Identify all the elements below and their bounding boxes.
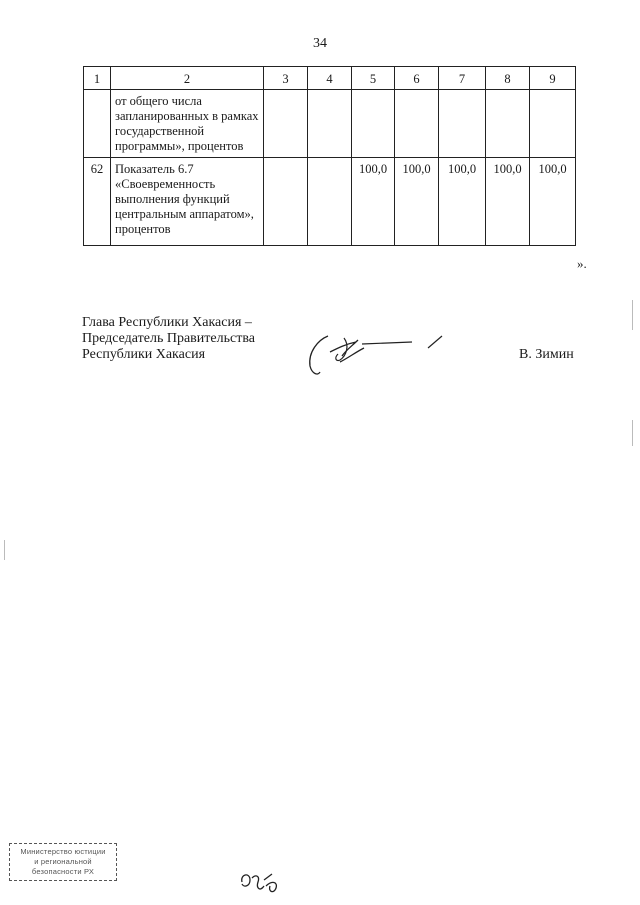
header-cell: 2 [111, 67, 264, 90]
value-cell [308, 158, 352, 246]
signatory-line: Председатель Правительства [82, 331, 255, 346]
scan-edge-mark [632, 300, 633, 330]
signatory-title [82, 315, 255, 363]
value-cell [264, 158, 308, 246]
stamp-line: Министерство юстиции [20, 847, 106, 856]
value-cell: 100,0 [486, 158, 530, 246]
registration-stamp [9, 843, 117, 881]
value-cell [530, 90, 576, 158]
header-cell: 9 [530, 67, 576, 90]
signatory-name: В. Зимин [519, 347, 574, 362]
scan-edge-mark [632, 420, 633, 446]
value-cell: 100,0 [530, 158, 576, 246]
value-cell [264, 90, 308, 158]
indicator-table [83, 66, 576, 246]
stamp-line: безопасности РХ [31, 867, 95, 876]
value-cell [486, 90, 530, 158]
table-row [84, 90, 576, 158]
indicator-name: от общего числа запланированных в рамках государственной программы», процентов [111, 90, 264, 158]
header-cell: 6 [395, 67, 439, 90]
row-number: 62 [84, 158, 111, 246]
page-number: 34 [313, 36, 327, 51]
header-cell: 5 [352, 67, 395, 90]
row-number [84, 90, 111, 158]
value-cell: 100,0 [395, 158, 439, 246]
value-cell [439, 90, 486, 158]
closing-quote: ». [577, 256, 587, 271]
header-cell: 7 [439, 67, 486, 90]
signatory-line: Глава Республики Хакасия – [82, 315, 252, 330]
value-cell: 100,0 [439, 158, 486, 246]
handwritten-signature [300, 322, 450, 378]
table-row [84, 158, 576, 246]
value-cell [308, 90, 352, 158]
header-cell: 8 [486, 67, 530, 90]
header-cell: 3 [264, 67, 308, 90]
indicator-name: Показатель 6.7 «Своевременность выполнения функций центральным аппаратом», процентов [111, 158, 264, 246]
value-cell: 100,0 [352, 158, 395, 246]
value-cell [395, 90, 439, 158]
signatory-line: Республики Хакасия [82, 347, 206, 362]
header-cell: 1 [84, 67, 111, 90]
handwritten-mark [238, 868, 286, 898]
stamp-line: и региональной [34, 857, 92, 866]
scan-edge-mark [4, 540, 5, 560]
value-cell [352, 90, 395, 158]
table-header-row [84, 67, 576, 90]
header-cell: 4 [308, 67, 352, 90]
